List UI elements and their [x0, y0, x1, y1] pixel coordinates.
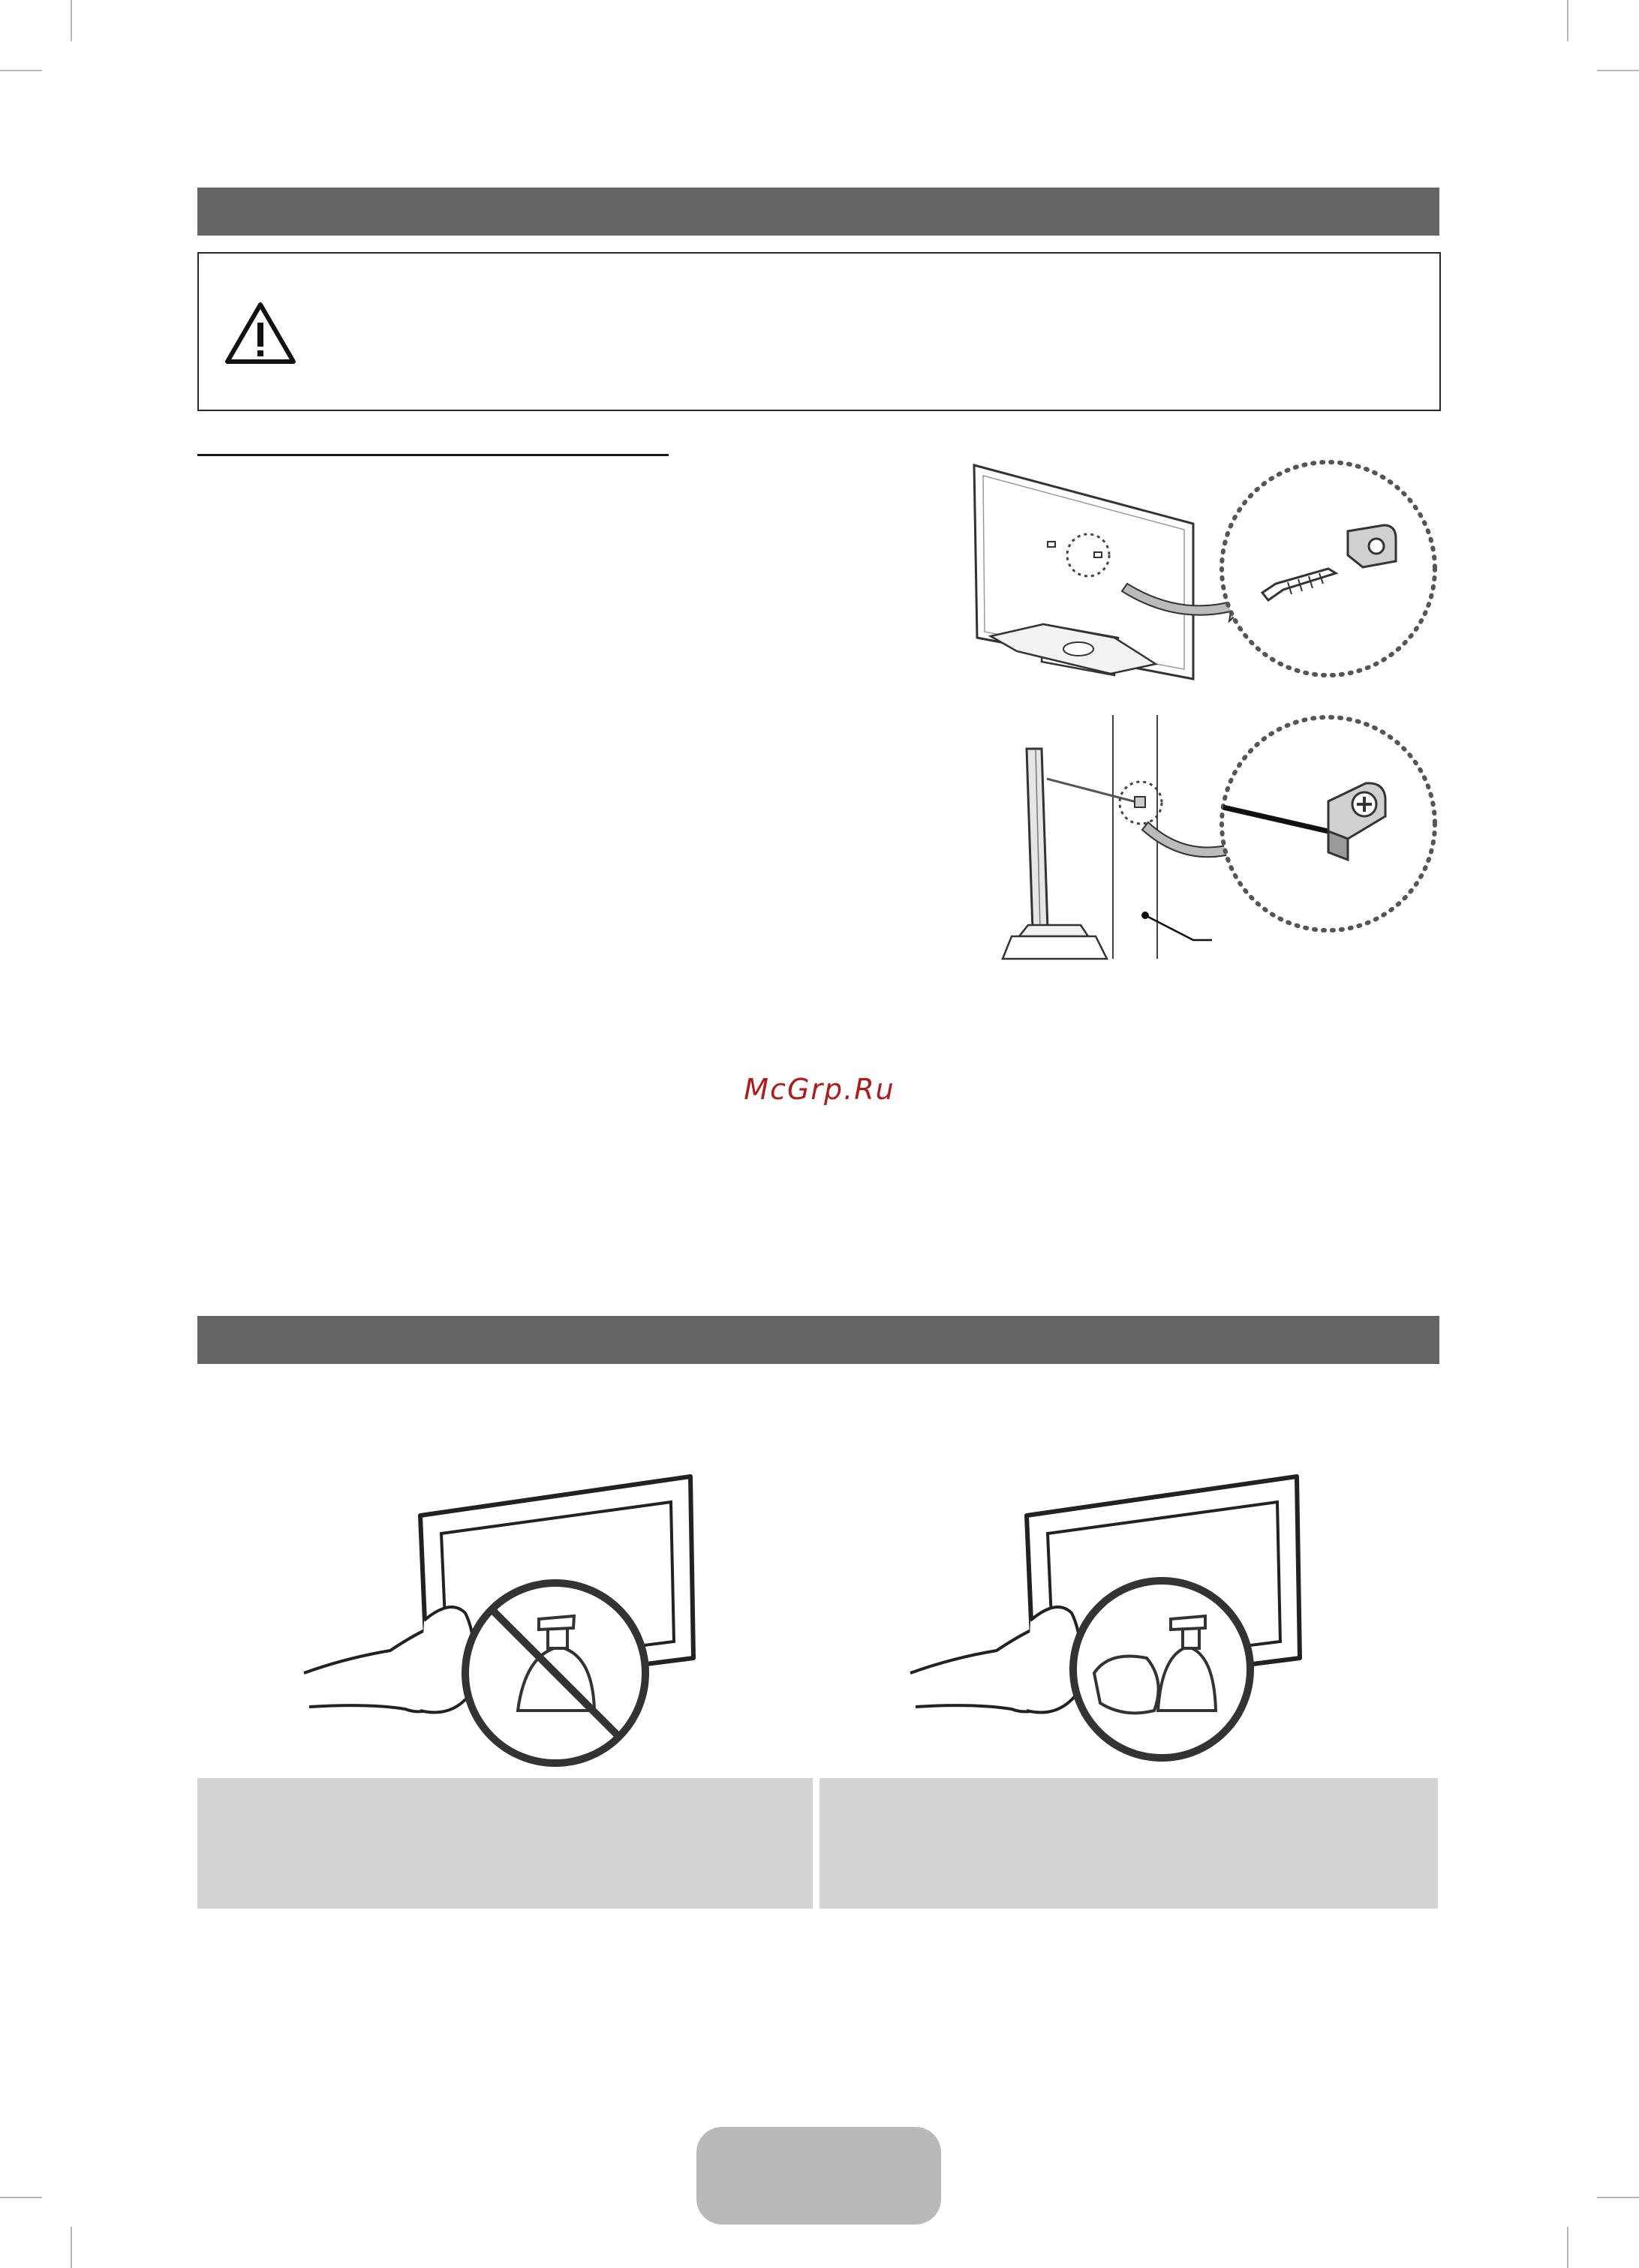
crop-mark: [1567, 0, 1568, 41]
section-header-bar-care: [197, 1316, 1439, 1364]
caption-panel-right: [820, 1778, 1438, 1909]
bracket-detail-circle: [1216, 456, 1441, 681]
cleaning-wrong-illustration: [300, 1470, 720, 1771]
cleaning-right-illustration: [907, 1470, 1327, 1771]
subheading-underline: [197, 454, 669, 456]
no-symbol-icon: [465, 1583, 645, 1763]
crop-mark: [0, 2197, 42, 2198]
section-header-bar: [197, 188, 1439, 236]
caption-panel-left: [197, 1778, 813, 1909]
crop-mark: [71, 0, 72, 41]
watermark: McGrp.Ru: [744, 1073, 895, 1106]
crop-mark: [1597, 2197, 1639, 2198]
crop-mark: [0, 70, 42, 71]
page-number-tab: [696, 2127, 941, 2224]
crop-mark: [71, 2227, 72, 2268]
crop-mark: [1597, 70, 1639, 71]
crop-mark: [1567, 2227, 1568, 2268]
warning-triangle-icon: [223, 300, 298, 368]
caution-box: [197, 252, 1441, 411]
wall-bracket-detail-circle: [1216, 711, 1441, 936]
